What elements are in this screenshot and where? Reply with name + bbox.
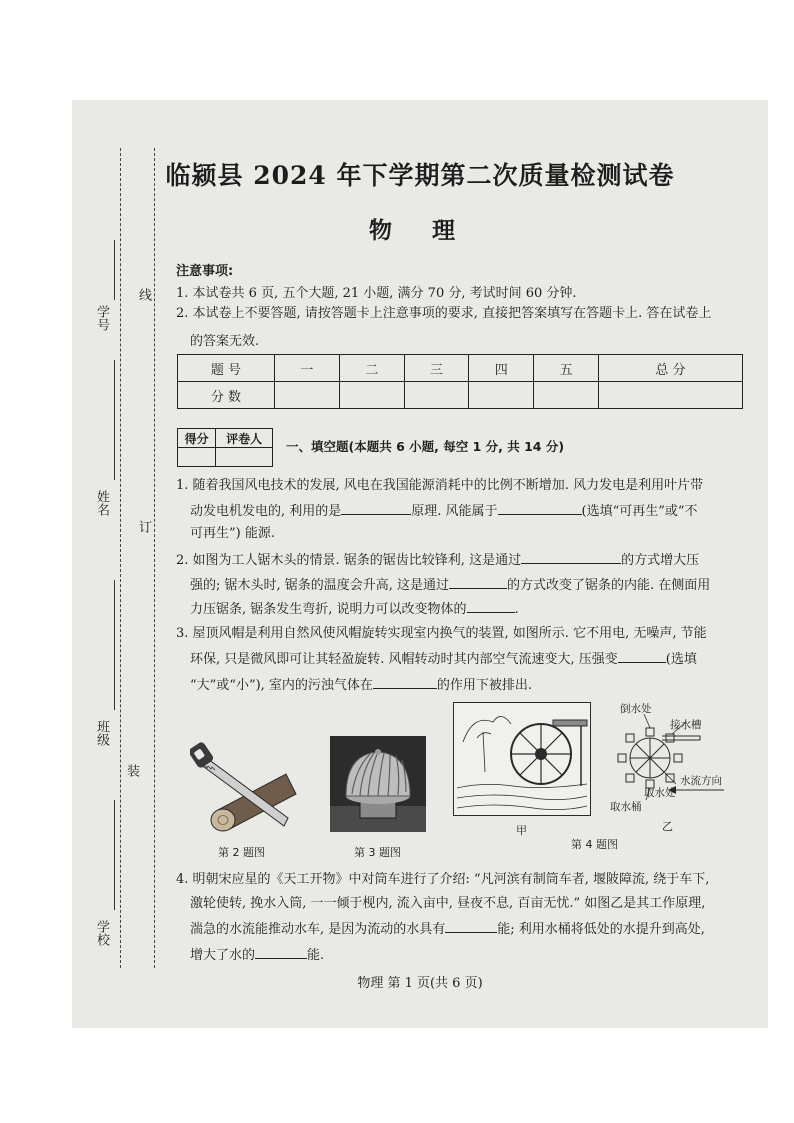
q4-line-1: 4. 明朝宋应星的《天工开物》中对筒车进行了介绍: “凡河滨有制筒车者, 堰陂障流, 绕于车下, bbox=[176, 872, 710, 887]
figure-4-yi-label: 乙 bbox=[662, 820, 673, 833]
q2-text-a: 2. 如图为工人锯木头的情景. 锯条的锯齿比较锋利, 这是通过 bbox=[176, 553, 522, 568]
binding-line-outer bbox=[120, 148, 121, 968]
figure-4-jia-label: 甲 bbox=[516, 824, 527, 837]
q2-text-e: 力压锯条, 锯条发生弯折, 说明力可以改变物体的 bbox=[190, 602, 467, 617]
figure-4-jia-water-wheel bbox=[453, 702, 591, 816]
figure-2-saw bbox=[190, 738, 300, 838]
score-cell-empty bbox=[339, 382, 404, 409]
margin-name-label: 姓名 bbox=[94, 490, 109, 516]
q3-text-a: 环保, 只是微风即可让其轻盈旋转. 风帽转动时其内部空气流速变大, 压强变 bbox=[190, 652, 618, 667]
margin-id-blank bbox=[114, 240, 115, 300]
figure-2-caption: 第 2 题图 bbox=[218, 846, 265, 859]
grader-name-cell bbox=[216, 448, 273, 467]
q2-line-1 bbox=[176, 551, 699, 569]
q1-blank-2[interactable] bbox=[498, 502, 582, 515]
grader-score-cell bbox=[178, 448, 216, 467]
score-table bbox=[177, 354, 743, 409]
grader-name-label: 评卷人 bbox=[216, 429, 273, 448]
figure-3-roof-ventilator bbox=[330, 736, 426, 832]
q4-blank-2[interactable] bbox=[255, 946, 307, 959]
q2-blank-1[interactable] bbox=[521, 551, 621, 564]
score-cell-empty bbox=[275, 382, 340, 409]
margin-order-mark: 订 bbox=[136, 520, 151, 533]
q1-blank-1[interactable] bbox=[341, 502, 411, 515]
margin-class-blank bbox=[114, 580, 115, 710]
margin-school-label: 学校 bbox=[94, 920, 109, 946]
section-1-heading: 一、填空题(本题共 6 小题, 每空 1 分, 共 14 分) bbox=[286, 439, 565, 454]
label-flow: 水流方向 bbox=[680, 775, 722, 787]
q1-line-3: 可再生”) 能源. bbox=[190, 526, 275, 541]
score-cell-empty bbox=[598, 382, 742, 409]
margin-name-blank bbox=[114, 360, 115, 480]
q3-text-c: “大”或“小”), 室内的污浊气体在 bbox=[190, 678, 373, 693]
figure-4-yi-diagram bbox=[606, 700, 746, 820]
exam-title: 临颍县 2024 年下学期第二次质量检测试卷 bbox=[165, 161, 675, 190]
score-cell-header: 四 bbox=[469, 355, 534, 382]
grader-box bbox=[177, 428, 273, 467]
q2-blank-2[interactable] bbox=[449, 576, 507, 589]
q2-text-f: . bbox=[514, 602, 519, 617]
score-cell-header: 二 bbox=[339, 355, 404, 382]
q1-line-2 bbox=[190, 502, 698, 520]
q4-text-b: 能; 利用水桶将低处的水提升到高处, bbox=[497, 922, 705, 937]
q3-blank-1[interactable] bbox=[618, 650, 666, 663]
margin-id-label: 学号 bbox=[94, 305, 109, 331]
notice-heading: 注意事项: bbox=[176, 264, 234, 279]
flow-arrow-icon bbox=[668, 786, 724, 794]
q3-line-1: 3. 屋顶风帽是利用自然风使风帽旋转实现室内换气的装置, 如图所示. 它不用电, 无噪声, 节能 bbox=[176, 626, 707, 641]
q3-text-b: (选填 bbox=[665, 652, 697, 667]
q3-blank-2[interactable] bbox=[373, 676, 437, 689]
q4-line-2: 激轮使转, 挽水入筒, 一一倾于枧内, 流入亩中, 昼夜不息, 百亩无忧.” 如图乙是其工作原理, bbox=[190, 896, 706, 911]
page-footer: 物理 第 1 页(共 6 页) bbox=[357, 976, 483, 991]
q2-text-d: 的方式改变了锯条的内能. 在侧面用 bbox=[507, 578, 711, 593]
q1-text-a: 动发电机发电的, 利用的是 bbox=[190, 504, 342, 519]
q3-line-2 bbox=[190, 650, 697, 668]
score-cell-empty bbox=[534, 382, 599, 409]
score-cell-header: 总 分 bbox=[598, 355, 742, 382]
notice-item-1: 1. 本试卷共 6 页, 五个大题, 21 小题, 满分 70 分, 考试时间 60 分钟. bbox=[176, 286, 577, 301]
score-cell-label: 题 号 bbox=[178, 355, 275, 382]
q3-text-d: 的作用下被排出. bbox=[436, 678, 533, 693]
label-trough: 接水槽 bbox=[670, 719, 702, 731]
q4-line-3 bbox=[190, 920, 705, 938]
figure-3-caption: 第 3 题图 bbox=[354, 846, 401, 859]
score-cell-empty bbox=[404, 382, 469, 409]
q4-text-d: 能. bbox=[307, 948, 325, 963]
label-bucket: 取水桶 bbox=[610, 801, 642, 813]
q4-text-c: 增大了水的 bbox=[190, 948, 256, 963]
notice-item-2-cont: 的答案无效. bbox=[190, 334, 260, 349]
score-cell-label: 分 数 bbox=[178, 382, 275, 409]
score-cell-header: 五 bbox=[534, 355, 599, 382]
margin-line-mark: 线 bbox=[136, 288, 151, 301]
q3-line-3 bbox=[190, 676, 532, 694]
score-cell-empty bbox=[469, 382, 534, 409]
q4-text-a: 湍急的水流能推动水车, 是因为流动的水具有 bbox=[190, 922, 446, 937]
q1-line-1: 1. 随着我国风电技术的发展, 风电在我国能源消耗中的比例不断增加. 风力发电是利用叶片带 bbox=[176, 478, 704, 493]
q2-line-3 bbox=[190, 600, 519, 618]
score-cell-header: 一 bbox=[275, 355, 340, 382]
q1-text-b: 原理. 风能属于 bbox=[411, 504, 498, 519]
q1-text-c: (选填“可再生”或“不 bbox=[581, 504, 698, 519]
exam-subject: 物 理 bbox=[368, 217, 471, 244]
q2-text-b: 的方式增大压 bbox=[621, 553, 700, 568]
grader-score-label: 得分 bbox=[178, 429, 216, 448]
label-take: 取水处 bbox=[644, 787, 676, 799]
score-table-score-row bbox=[178, 382, 743, 409]
score-table-header-row bbox=[178, 355, 743, 382]
q4-blank-1[interactable] bbox=[445, 920, 497, 933]
q4-line-4 bbox=[190, 946, 324, 964]
margin-bind-mark: 装 bbox=[124, 764, 139, 777]
q2-blank-3[interactable] bbox=[467, 600, 515, 613]
notice-item-2: 2. 本试卷上不要答题, 请按答题卡上注意事项的要求, 直接把答案填写在答题卡上. 答在试卷上 bbox=[176, 306, 712, 321]
q2-text-c: 强的; 锯木头时, 锯条的温度会升高, 这是通过 bbox=[190, 578, 450, 593]
figure-4-caption: 第 4 题图 bbox=[571, 838, 618, 851]
q2-line-2 bbox=[190, 576, 710, 594]
exam-sheet bbox=[72, 100, 768, 1028]
label-pour: 倒水处 bbox=[620, 703, 652, 715]
margin-school-blank bbox=[114, 800, 115, 910]
binding-line-inner bbox=[154, 148, 155, 968]
margin-class-label: 班级 bbox=[94, 720, 109, 746]
score-cell-header: 三 bbox=[404, 355, 469, 382]
